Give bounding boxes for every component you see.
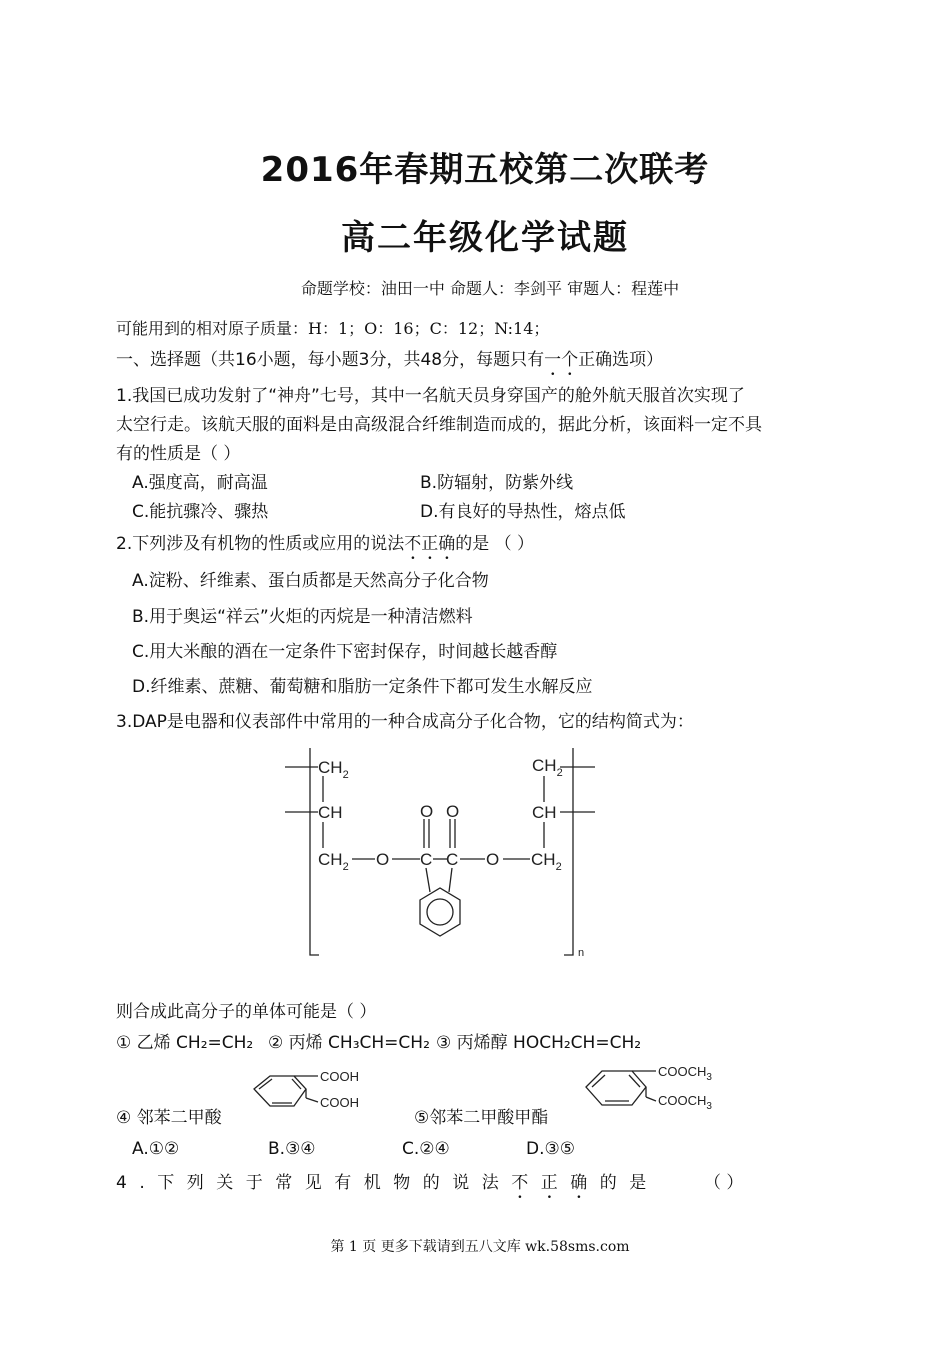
q4-stem-emphasis: 不正确	[511, 1173, 600, 1193]
right-ch2-bottom: $CH_2$	[531, 850, 562, 873]
q1-option-a: A.强度高，耐高温	[132, 473, 268, 493]
q4-answer-paren: （ ）	[704, 1173, 744, 1193]
phthalic-acid-cooh-1: COOH	[320, 1069, 359, 1084]
dap-structure-diagram	[270, 740, 610, 965]
benzene-ring-circle	[427, 899, 453, 925]
left-ester-o: O	[376, 850, 390, 869]
right-ch: CH	[532, 803, 557, 822]
left-ch: CH	[318, 803, 343, 822]
q3-question: 则合成此高分子的单体可能是（ ）	[116, 1002, 377, 1022]
phthalic-acid-cooh-2: COOH	[320, 1095, 359, 1110]
benzene-ring	[420, 888, 460, 936]
atomic-masses: 可能用到的相对原子质量：H：1；O：16；C：12；N:14；	[116, 319, 550, 338]
left-ch2-top: $CH_2$	[318, 758, 349, 781]
q2-option-d: D.纤维素、蔗糖、葡萄糖和脂肪一定条件下都可发生水解反应	[132, 677, 593, 697]
right-ch2-top: $CH_2$	[532, 756, 563, 779]
phthalic-acid-ring	[254, 1076, 306, 1106]
q4-stem-post: 的是	[599, 1173, 659, 1193]
right-ester-o: O	[486, 850, 500, 869]
q3-option-c: C.②④	[402, 1139, 450, 1159]
q1-line-2: 太空行走。该航天服的面料是由高级混合纤维制造而成的，据此分析，该面料一定不具	[116, 415, 762, 435]
q3-stem: 3.DAP是电器和仪表部件中常用的一种合成高分子化合物，它的结构简式为：	[116, 712, 694, 732]
exam-subtitle: 高二年级化学试题	[341, 218, 629, 258]
section-1-intro-post: 正确选项）	[578, 350, 664, 370]
q1-option-d: D.有良好的导热性，熔点低	[420, 502, 626, 522]
q3-monomer-5: ⑤邻苯二甲酸甲酯	[414, 1108, 549, 1128]
left-carbonyl-c: C	[420, 850, 433, 869]
q3-monomer-3: ③ 丙烯醇 HOCH₂CH=CH₂	[436, 1033, 642, 1053]
q2-stem	[116, 529, 534, 564]
dimethyl-phthalate-ring	[586, 1071, 646, 1105]
section-1-intro-emphasis: 一个	[544, 350, 579, 370]
q2-option-a: A.淀粉、纤维素、蛋白质都是天然高分子化合物	[132, 571, 489, 591]
q1-line-3: 有的性质是（ ）	[116, 444, 241, 464]
phthalic-acid-structure	[246, 1062, 376, 1122]
q3-monomer-4: ④ 邻苯二甲酸	[116, 1108, 222, 1128]
exam-title: 2016年春期五校第二次联考	[260, 150, 710, 190]
q2-stem-pre: 2.下列涉及有机物的性质或应用的说法	[116, 534, 405, 554]
page-footer: 第 1 页 更多下载请到五八文库 wk.58sms.com	[330, 1239, 630, 1255]
q1-option-b: B.防辐射，防紫外线	[420, 473, 574, 493]
q2-option-b: B.用于奥运“祥云”火炬的丙烷是一种清洁燃料	[132, 607, 473, 627]
q3-monomer-1: ① 乙烯 CH₂=CH₂	[116, 1033, 254, 1053]
q4-stem	[116, 1168, 659, 1203]
right-carbonyl-o: O	[446, 802, 460, 821]
q2-stem-emphasis: 不正确	[404, 534, 456, 554]
q2-stem-post: 的是 （ ）	[455, 534, 535, 554]
repeat-unit-n: n	[578, 947, 585, 959]
q3-option-a: A.①②	[132, 1139, 180, 1159]
section-1-intro-pre: 一、选择题（共16小题，每小题3分，共48分，每题只有	[116, 350, 545, 370]
section-1-intro	[116, 345, 663, 380]
q3-option-d: D.③⑤	[526, 1139, 575, 1159]
right-carbonyl-c: C	[446, 850, 459, 869]
right-bracket	[564, 748, 573, 955]
q4-stem-pre: 4.下列关于常见有机物的说法	[116, 1173, 512, 1193]
dimethyl-phthalate-cooch3-2: $COOCH_3$	[658, 1093, 712, 1112]
q1-line-1: 1.我国已成功发射了“神舟”七号，其中一名航天员身穿国产的舱外航天服首次实现了	[116, 386, 745, 406]
q2-option-c: C.用大米酿的酒在一定条件下密封保存，时间越长越香醇	[132, 642, 558, 662]
q1-option-c: C.能抗骤冷、骤热	[132, 502, 269, 522]
left-carbonyl-o: O	[420, 802, 434, 821]
left-ch2-bottom: $CH_2$	[318, 850, 349, 873]
exam-authors: 命题学校：油田一中 命题人：李剑平 审题人：程莲中	[300, 279, 680, 298]
dimethyl-phthalate-cooch3-1: $COOCH_3$	[658, 1064, 712, 1083]
dimethyl-phthalate-structure	[578, 1055, 738, 1120]
q3-option-b: B.③④	[268, 1139, 316, 1159]
q3-monomer-2: ② 丙烯 CH₃CH=CH₂	[268, 1033, 430, 1053]
